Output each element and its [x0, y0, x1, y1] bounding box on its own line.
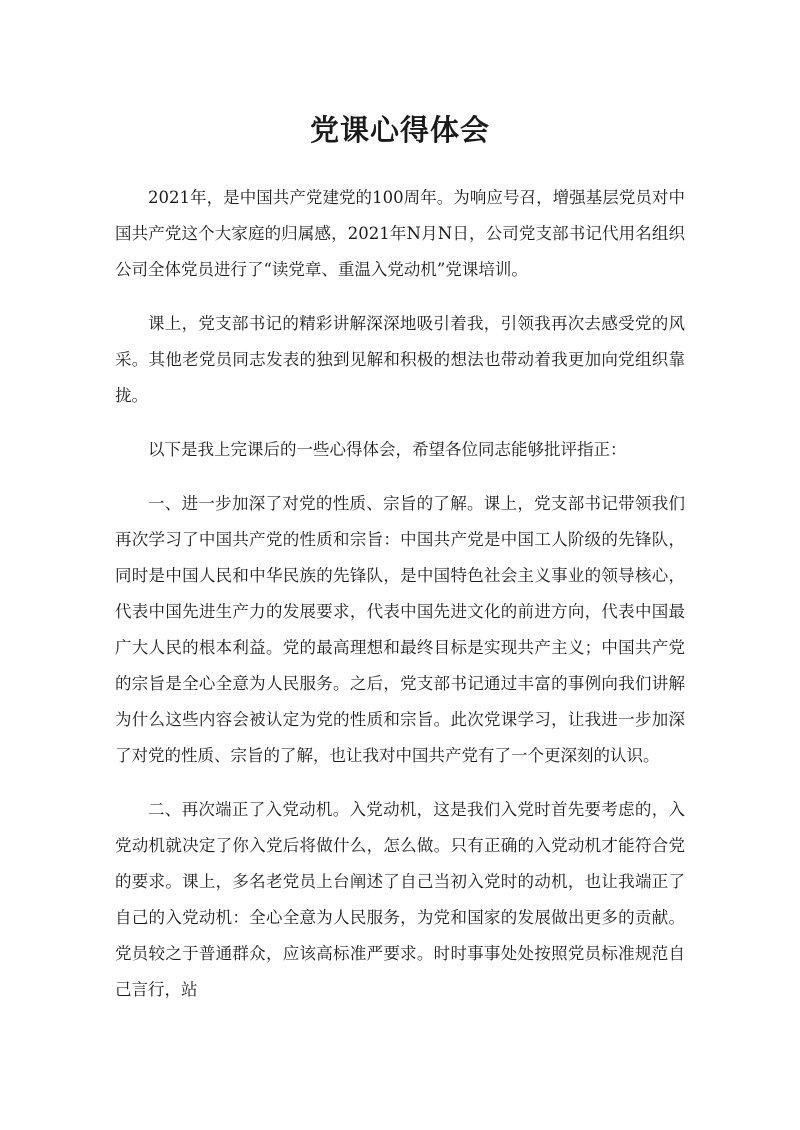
paragraph-intro: 2021年，是中国共产党建党的100周年。为响应号召，增强基层党员对中国共产党这个大家庭的归属感，2021年N月N日，公司党支部书记代用名组织公司全体党员进行了“读党章、重温入党动机”党课培训。 [115, 188, 685, 279]
paragraph-point-two: 二、再次端正了入党动机。入党动机，这是我们入党时首先要考虑的，入党动机就决定了你入党后将做什么，怎么做。只有正确的入党动机才能符合党的要求。课上，多名老党员上台阐述了自己当初入党时的动机，也让我端正了自己的入党动机：全心全意为人民服务，为党和国家的发展做出更多的贡献。党员较之于普通群众，应该高标准严要求。时时事事处处按照党员标准规范自己言行，站 [115, 800, 685, 999]
paragraph-class-impression: 课上，党支部书记的精彩讲解深深地吸引着我，引领我再次去感受党的风采。其他老党员同志发表的独到见解和积极的想法也带动着我更加向党组织靠拢。 [115, 314, 685, 405]
paragraph-transition: 以下是我上完课后的一些心得体会，希望各位同志能够批评指正： [148, 440, 627, 459]
paragraph-point-one: 一、进一步加深了对党的性质、宗旨的了解。课上，党支部书记带领我们再次学习了中国共产党的性质和宗旨：中国共产党是中国工人阶级的先锋队，同时是中国人民和中华民族的先锋队，是中国特色社会主义事业的领导核心，代表中国先进生产力的发展要求，代表中国先进文化的前进方向，代表中国最广大人民的根本利益。党的最高理想和最终目标是实现共产主义；中国共产党的宗旨是全心全意为人民服务。之后，党支部书记通过丰富的事例向我们讲解为什么这些内容会被认定为党的性质和宗旨。此次党课学习，让我进一步加深了对党的性质、宗旨的了解，也让我对中国共产党有了一个更深刻的认识。 [115, 494, 685, 765]
document-title: 党课心得体会 [309, 113, 490, 147]
